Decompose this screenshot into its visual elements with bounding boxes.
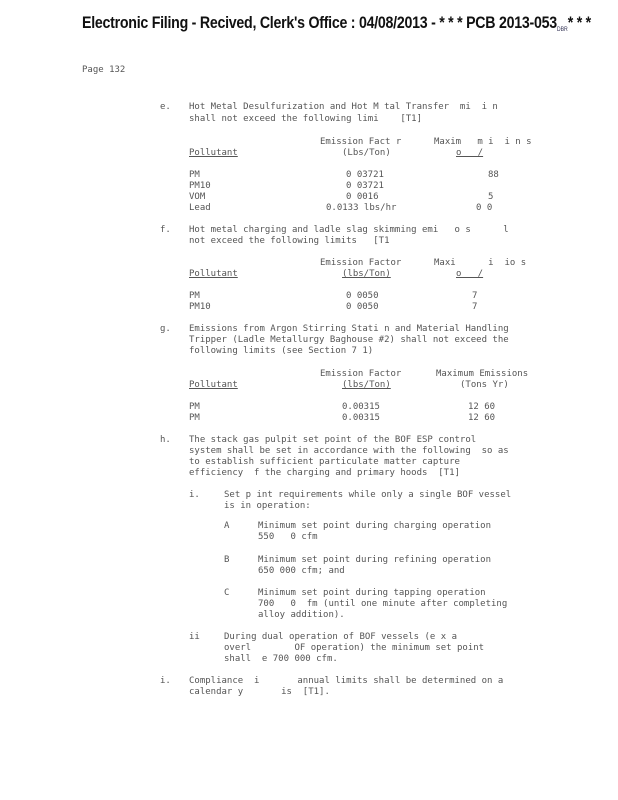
item-f-row-1-pollutant: PM bbox=[189, 291, 200, 301]
item-h-letter: h. bbox=[160, 435, 171, 445]
item-g-line3: following limits (see Section 7 1) bbox=[189, 346, 374, 356]
item-h-sub-ii-line3: shall e 700 000 cfm. bbox=[224, 654, 338, 664]
item-h-sub-a-line1: Minimum set point during charging operation bbox=[258, 521, 491, 531]
filing-header-title: Electronic Filing - Recived, Clerk's Office : 04/08/2013 - * * * PCB 2013-053 bbox=[82, 14, 557, 32]
item-f-line1: Hot metal charging and ladle slag skimming emi o s l bbox=[189, 225, 509, 235]
item-e-line2: shall not exceed the following limi [T1] bbox=[189, 114, 422, 124]
item-e-row-2-pollutant: PM10 bbox=[189, 181, 211, 191]
item-g-line1: Emissions from Argon Stirring Stati n and Material Handling bbox=[189, 324, 509, 334]
item-g-col-max-1: Maximum Emissions bbox=[436, 369, 529, 379]
item-g-row-1-pollutant: PM bbox=[189, 402, 200, 412]
item-f-col-max-2: o / bbox=[456, 269, 484, 279]
item-h-sub-i-line2: is in operation: bbox=[224, 501, 311, 511]
item-e-col-max-2: o / bbox=[456, 148, 484, 158]
item-g-row-2-pollutant: PM bbox=[189, 413, 200, 423]
item-h-sub-ii-label: ii bbox=[189, 632, 200, 642]
filing-header-stamp: DBR bbox=[556, 27, 568, 33]
item-h-sub-c-line3: alloy addition). bbox=[258, 610, 345, 620]
item-g-col-factor-1: Emission Factor bbox=[320, 369, 402, 379]
item-g-col-factor-2: (lbs/Ton) bbox=[342, 380, 391, 390]
item-h-line3: to establish sufficient particulate matter capture bbox=[189, 457, 460, 467]
item-f-row-1-factor: 0 0050 bbox=[346, 291, 379, 301]
item-f-row-2-max: 7 bbox=[472, 302, 478, 312]
item-e-row-2-factor: 0 03721 bbox=[346, 181, 384, 191]
item-h-sub-i-label: i. bbox=[189, 490, 200, 500]
item-f-line2: not exceed the following limits [T1 bbox=[189, 236, 390, 246]
item-g-row-1-max: 12 60 bbox=[468, 402, 496, 412]
item-f-row-2-factor: 0 0050 bbox=[346, 302, 379, 312]
item-g-row-1-factor: 0.00315 bbox=[342, 402, 380, 412]
item-e-row-4-max: 0 0 bbox=[476, 203, 493, 213]
item-h-sub-b-label: B bbox=[224, 555, 230, 565]
item-h-sub-ii-line2: overl OF operation) the minimum set point bbox=[224, 643, 485, 653]
item-f-col-max-1: Maxi i io s bbox=[434, 258, 527, 268]
item-e-col-max-1: Maxim m i i n s bbox=[434, 137, 532, 147]
item-g-col-max-2: (Tons Yr) bbox=[460, 380, 509, 390]
item-e-row-3-factor: 0 0016 bbox=[346, 192, 379, 202]
item-h-sub-b-line1: Minimum set point during refining operation bbox=[258, 555, 491, 565]
item-e-row-3-pollutant: VOM bbox=[189, 192, 206, 202]
item-h-sub-i-line1: Set p int requirements while only a single BOF vessel bbox=[224, 490, 512, 500]
item-e-row-4-pollutant: Lead bbox=[189, 203, 211, 213]
item-g-letter: g. bbox=[160, 324, 171, 334]
item-g-line2: Tripper (Ladle Metallurgy Baghouse #2) shall not exceed the bbox=[189, 335, 509, 345]
item-h-sub-c-line2: 700 0 fm (until one minute after completing bbox=[258, 599, 508, 609]
item-f-letter: f. bbox=[160, 225, 171, 235]
item-e-row-1-pollutant: PM bbox=[189, 170, 200, 180]
item-e-row-4-factor: 0.0133 lbs/hr bbox=[326, 203, 397, 213]
filing-header-stars: * * * bbox=[567, 14, 591, 32]
item-h-sub-a-line2: 550 0 cfm bbox=[258, 532, 318, 542]
item-f-row-1-max: 7 bbox=[472, 291, 478, 301]
item-h-sub-a-label: A bbox=[224, 521, 230, 531]
item-f-col-pollutant: Pollutant bbox=[189, 269, 238, 279]
item-i-letter: i. bbox=[160, 676, 171, 686]
item-e-row-1-factor: 0 03721 bbox=[346, 170, 384, 180]
item-h-line4: efficiency f the charging and primary hoods [T1] bbox=[189, 468, 460, 478]
item-g-row-2-max: 12 60 bbox=[468, 413, 496, 423]
item-i-line2: calendar y is [T1]. bbox=[189, 687, 330, 697]
item-i-line1: Compliance i annual limits shall be determined on a bbox=[189, 676, 504, 686]
page-number: Page 132 bbox=[82, 65, 126, 75]
item-e-col-pollutant: Pollutant bbox=[189, 148, 238, 158]
item-e-col-factor-2: (Lbs/Ton) bbox=[342, 148, 391, 158]
item-h-line1: The stack gas pulpit set point of the BOF ESP control bbox=[189, 435, 477, 445]
item-h-sub-c-label: C bbox=[224, 588, 230, 598]
item-f-row-2-pollutant: PM10 bbox=[189, 302, 211, 312]
item-e-row-3-max: 5 bbox=[488, 192, 494, 202]
item-e-col-factor-1: Emission Fact r bbox=[320, 137, 402, 147]
item-f-col-factor-2: (lbs/Ton) bbox=[342, 269, 391, 279]
item-h-line2: system shall be set in accordance with the following so as bbox=[189, 446, 509, 456]
item-h-sub-ii-line1: During dual operation of BOF vessels (e x a bbox=[224, 632, 457, 642]
item-h-sub-c-line1: Minimum set point during tapping operation bbox=[258, 588, 486, 598]
item-e-row-1-max: 88 bbox=[488, 170, 499, 180]
item-e-letter: e. bbox=[160, 102, 171, 112]
item-g-row-2-factor: 0.00315 bbox=[342, 413, 380, 423]
item-e-line1: Hot Metal Desulfurization and Hot M tal Transfer mi i n bbox=[189, 102, 498, 112]
item-f-col-factor-1: Emission Factor bbox=[320, 258, 402, 268]
filing-header bbox=[82, 14, 591, 40]
item-g-col-pollutant: Pollutant bbox=[189, 380, 238, 390]
item-h-sub-b-line2: 650 000 cfm; and bbox=[258, 566, 345, 576]
